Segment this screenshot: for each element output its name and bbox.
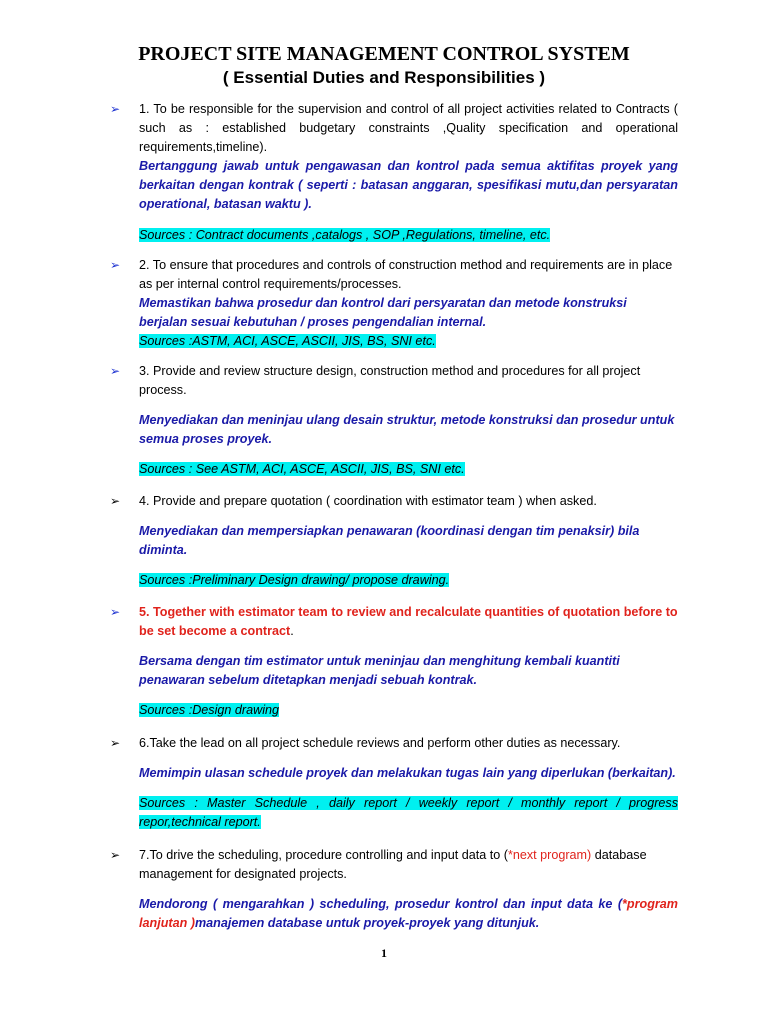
sources-highlight: Sources :ASTM, ACI, ASCE, ASCII, JIS, BS, SNI etc.: [139, 334, 436, 348]
arrow-bullet-icon: ➢: [110, 736, 121, 750]
arrow-bullet-icon: ➢: [110, 258, 121, 272]
duty-sources: [139, 460, 678, 479]
program-lanjutan-emphasis: *program lanjutan ): [139, 897, 678, 930]
sources-highlight: Sources :Preliminary Design drawing/ propose drawing.: [139, 573, 450, 587]
duty-indonesian-text: Menyediakan dan mempersiapkan penawaran (koordinasi dengan tim penaksir) bila diminta.: [139, 524, 640, 557]
page-subtitle: ( Essential Duties and Responsibilities ): [222, 68, 546, 87]
sources-highlight: Sources : See ASTM, ACI, ASCE, ASCII, JIS, BS, SNI etc.: [139, 462, 465, 476]
arrow-bullet-icon: ➢: [110, 848, 121, 862]
duty-sources: [139, 701, 678, 720]
next-program-emphasis: *next program): [507, 848, 592, 862]
duty-sources: [139, 794, 678, 832]
page-title: PROJECT SITE MANAGEMENT CONTROL SYSTEM: [138, 43, 630, 65]
duty-english-text: 6.Take the lead on all project schedule reviews and perform other duties as necessary.: [139, 736, 621, 750]
duty-sources: [139, 226, 678, 245]
duty-english-text: 1. To be responsible for the supervision and control of all project activities related to Contracts ( such as : established budgetary constraints ,Quality specification and operational requirements,timeline).: [139, 102, 678, 154]
duty-sources: [139, 332, 678, 351]
sources-highlight: Sources : Master Schedule , daily report / weekly report / monthly report / progress repor,technical report.: [139, 796, 678, 829]
duty-english-text: 7.To drive the scheduling, procedure controlling and input data to (*next program) database management for designated projects.: [139, 848, 647, 881]
duty-indonesian-text: Memastikan bahwa prosedur dan kontrol dari persyaratan dan metode konstruksi berjalan sesuai kebutuhan / proses pengendalian internal.: [139, 296, 627, 329]
duty-english-text: 3. Provide and review structure design, construction method and procedures for all project process.: [139, 364, 641, 397]
duty-sources: [139, 571, 678, 590]
duty-english-text: 2. To ensure that procedures and controls of construction method and requirements are in place as per internal control requirements/processes.: [139, 258, 673, 291]
duty-english-emphasis: 5. Together with estimator team to review and recalculate quantities of quotation before to be set become a contract: [139, 605, 678, 638]
sources-highlight: Sources :Design drawing: [139, 703, 280, 717]
arrow-bullet-icon: ➢: [110, 494, 121, 508]
duty-english-text: 4. Provide and prepare quotation ( coordination with estimator team ) when asked.: [139, 494, 597, 508]
arrow-bullet-icon: ➢: [110, 605, 121, 619]
arrow-bullet-icon: ➢: [110, 364, 121, 378]
duty-indonesian-text: Bertanggung jawab untuk pengawasan dan kontrol pada semua aktifitas proyek yang berkaitan dengan kontrak ( seperti : batasan anggaran, spesifikasi mutu,dan persyaratan operational, batasan waktu ).: [139, 159, 678, 211]
page-number: 1: [381, 946, 387, 960]
duty-indonesian-text: Bersama dengan tim estimator untuk meninjau dan menghitung kembali kuantiti penawaran sebelum ditetapkan menjadi sebuah kontrak.: [139, 654, 620, 687]
duty-indonesian-text: Memimpin ulasan schedule proyek dan melakukan tugas lain yang diperlukan (berkaitan).: [139, 766, 676, 780]
arrow-bullet-icon: ➢: [110, 102, 121, 116]
duty-indonesian-text: Mendorong ( mengarahkan ) scheduling, prosedur kontrol dan input data ke (*program lanjutan )manajemen database untuk proyek-proyek yang ditunjuk.: [139, 897, 678, 930]
duty-indonesian-text: Menyediakan dan meninjau ulang desain struktur, metode konstruksi dan prosedur untuk semua proses proyek.: [139, 413, 675, 446]
duty-english-text: [139, 603, 678, 641]
sources-highlight: Sources : Contract documents ,catalogs , SOP ,Regulations, timeline, etc.: [139, 228, 551, 242]
duty-english-tail: .: [290, 624, 294, 638]
